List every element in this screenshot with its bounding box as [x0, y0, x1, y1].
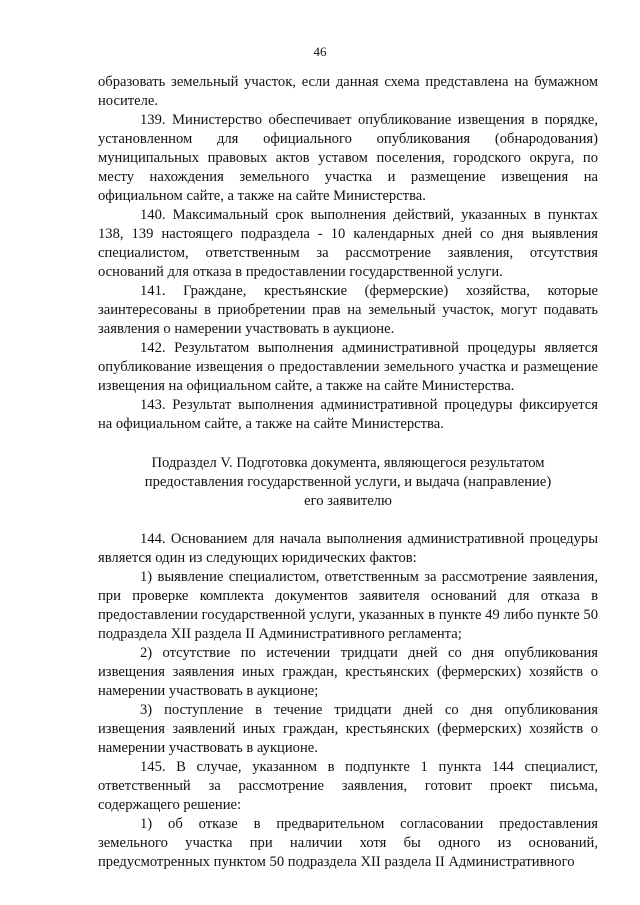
- paragraph-142: 142. Результатом выполнения административной процедуры является опубликование извещения о предоставлении земельного участка и размещение извещения на официальном сайте, а также на сайте Министерства.: [98, 340, 598, 394]
- paragraph-143: 143. Результат выполнения административной процедуры фиксируется на официальном сайте, а также на сайте Министерства.: [98, 397, 598, 432]
- document-body: [98, 73, 598, 872]
- page-number: 46: [313, 44, 327, 59]
- subsection-heading: [98, 454, 598, 511]
- heading-line: предоставления государственной услуги, и выдача (направление): [144, 474, 552, 490]
- paragraph-144-item-3: 3) поступление в течение тридцати дней со дня опубликования извещения заявлений иных граждан, крестьянских (фермерских) хозяйств о намерении участвовать в аукционе.: [98, 702, 598, 756]
- section-spacer: [98, 511, 598, 530]
- paragraph-140: 140. Максимальный срок выполнения действий, указанных в пунктах 138, 139 настоящего подраздела - 10 календарных дней со дня выявления специалистом, ответственным за рассмотрение заявления, отсутствия оснований для отказа в предоставлении государственной услуги.: [98, 207, 598, 280]
- paragraph-144: 144. Основанием для начала выполнения административной процедуры является один из следующих юридических фактов:: [98, 531, 598, 566]
- heading-line: Подраздел V. Подготовка документа, являющегося результатом: [151, 455, 545, 471]
- paragraph-141: 141. Граждане, крестьянские (фермерские) хозяйства, которые заинтересованы в приобретении прав на земельный участок, могут подавать заявления о намерении участвовать в аукционе.: [98, 283, 598, 337]
- paragraph-145: 145. В случае, указанном в подпункте 1 пункта 144 специалист, ответственный за рассмотрение заявления, готовит проект письма, содержащего решение:: [98, 759, 598, 813]
- paragraph-145-item-1: 1) об отказе в предварительном согласовании предоставления земельного участка при наличии хотя бы одного из оснований, предусмотренных пунктом 50 подраздела XII раздела II Административного: [98, 816, 598, 870]
- paragraph-continuation: образовать земельный участок, если данная схема представлена на бумажном носителе.: [98, 74, 598, 109]
- paragraph-139: 139. Министерство обеспечивает опубликование извещения в порядке, установленном для официального опубликования (обнародования) муниципальных правовых актов уставом поселения, городского округа, по месту нахождения земельного участка и размещение извещения на официальном сайте, а также на сайте Министерства.: [98, 112, 598, 204]
- heading-line: его заявителю: [304, 493, 392, 509]
- paragraph-144-item-1: 1) выявление специалистом, ответственным за рассмотрение заявления, при проверке комплекта документов заявителя оснований для отказа в предоставлении государственной услуги, указанных в пункте 49 либо пункте 50 подраздела XII раздела II Административного регламента;: [98, 569, 598, 642]
- paragraph-144-item-2: 2) отсутствие по истечении тридцати дней со дня опубликования извещения заявления иных граждан, крестьянских (фермерских) хозяйств о намерении участвовать в аукционе;: [98, 645, 598, 699]
